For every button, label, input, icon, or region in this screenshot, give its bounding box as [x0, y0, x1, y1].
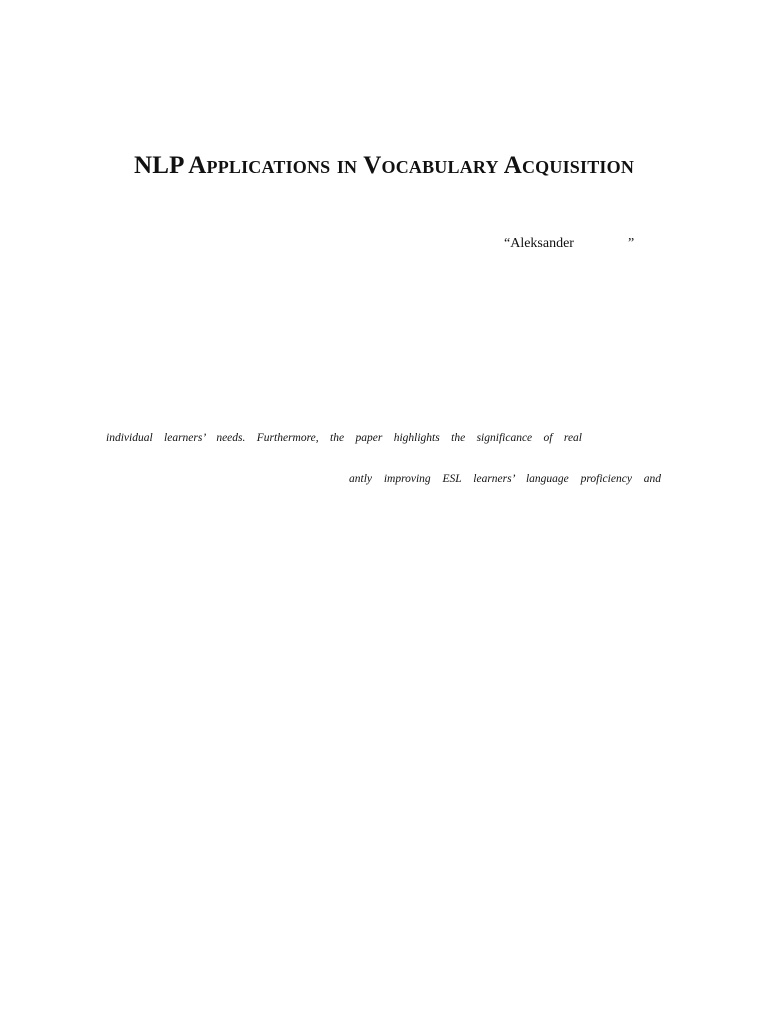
- author-open-quote: “: [504, 236, 511, 251]
- author-close-quote: ”: [628, 236, 635, 251]
- abstract-text-line: antly improving ESL learners’ language proficiency and: [349, 473, 661, 485]
- page-title: NLP Applications in Vocabulary Acquisition: [133, 151, 635, 179]
- abstract-text-line: individual learners’ needs. Furthermore, the paper highlights the significance of real: [106, 432, 582, 444]
- author-line: [504, 236, 635, 252]
- author-name: Aleksander: [510, 236, 574, 251]
